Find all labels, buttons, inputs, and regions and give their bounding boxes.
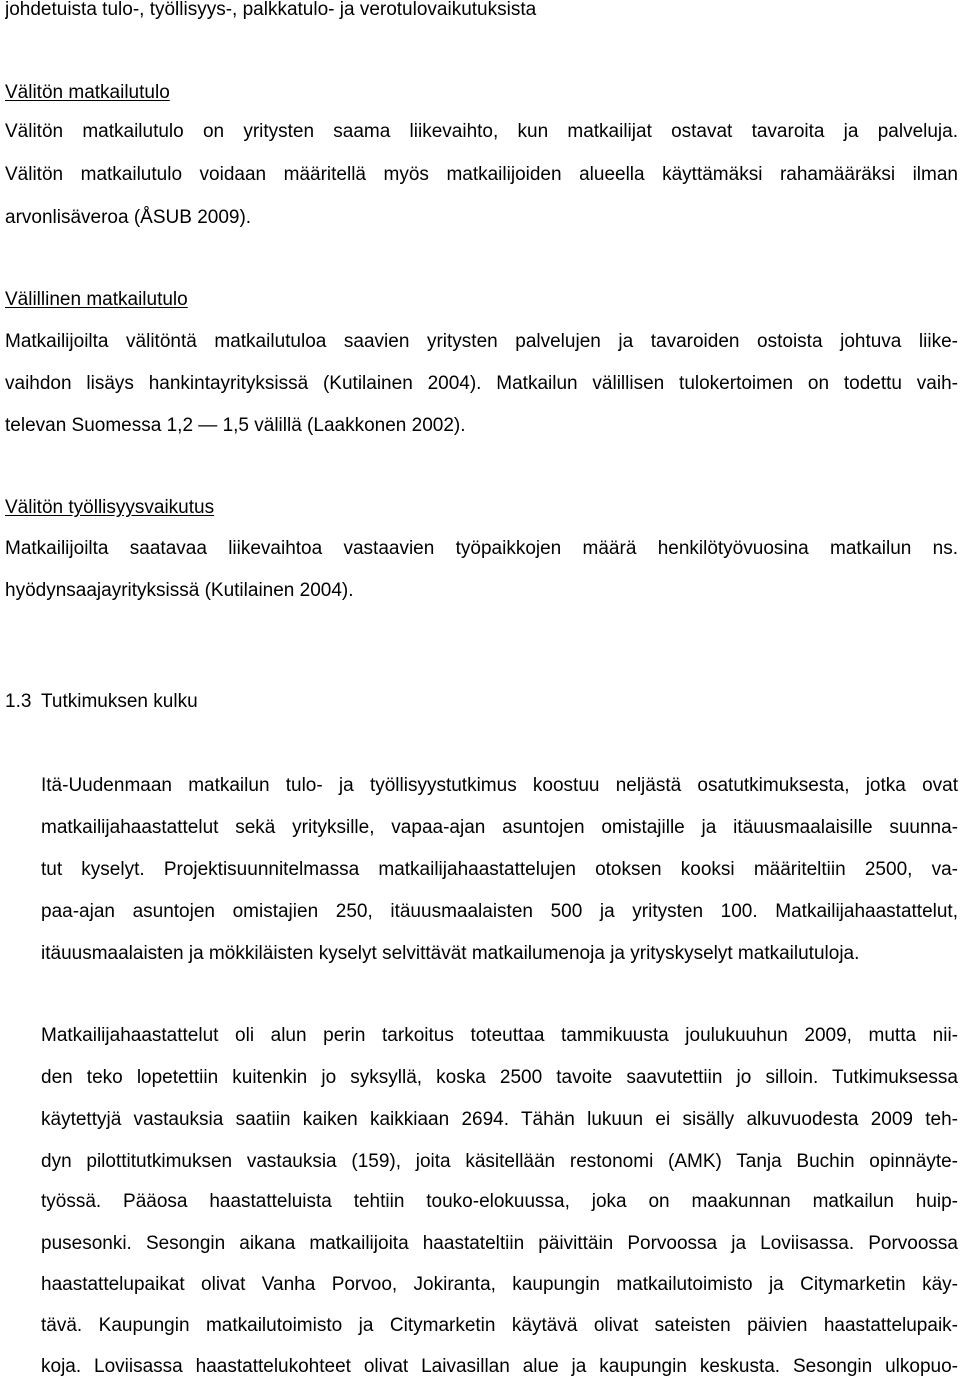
text-line: Matkailijoilta saatavaa liikevaihtoa vastaavien työpaikkojen määrä henkilötyövuosina matkailun ns. (5, 538, 958, 559)
text-line: Välitön matkailutulo on yritysten saama liikevaihto, kun matkailijat ostavat tavaroita ja palveluja. (5, 121, 958, 142)
text-line: Välitön matkailutulo voidaan määritellä myös matkailijoiden alueella käyttämäksi rahamääräksi ilman (5, 164, 958, 185)
paragraph-line: Matkailijahaastattelut oli alun perin tarkoitus toteuttaa tammikuusta joulukuuhun 2009, mutta nii- (41, 1025, 958, 1046)
paragraph-line: paa-ajan asuntojen omistajien 250, itäuusmaalaisten 500 ja yritysten 100. Matkailijahaastattelut, (41, 901, 958, 922)
paragraph-line: matkailijahaastattelut sekä yrityksille, vapaa-ajan asuntojen omistajille ja itäuusmaalaisille suunna- (41, 817, 958, 838)
paragraph-line: tävä. Kaupungin matkailutoimisto ja Citymarketin käytävä olivat sateisten päivien haastattelupaik- (41, 1315, 958, 1336)
continued-text-line: johdetuista tulo-, työllisyys-, palkkatulo- ja verotulovaikutuksista (5, 0, 537, 20)
section-heading-employment: Välitön työllisyysvaikutus (5, 497, 215, 518)
paragraph-line: haastattelupaikat olivat Vanha Porvoo, Jokiranta, kaupungin matkailutoimisto ja Citymarketin käy- (41, 1274, 958, 1295)
paragraph-line: käytettyjä vastauksia saatiin kaiken kaikkiaan 2694. Tähän lukuun ei sisälly alkuvuodesta 2009 teh- (41, 1109, 958, 1130)
paragraph-line: pusesonki. Sesongin aikana matkailijoita haastateltiin päivittäin Porvoossa ja Loviisassa. Porvoossa (41, 1233, 958, 1254)
paragraph-line: tut kyselyt. Projektisuunnitelmassa matkailijahaastattelujen otoksen kooksi määriteltiin 2500, va- (41, 859, 958, 880)
paragraph-line: koja. Loviisassa haastattelukohteet olivat Laivasillan alue ja kaupungin keskusta. Sesongin ulkopuo- (41, 1356, 958, 1377)
chapter-title: Tutkimuksen kulku (41, 691, 198, 712)
text-line: vaihdon lisäys hankintayrityksissä (Kutilainen 2004). Matkailun välillisen tulokertoimen on todettu vaih- (5, 373, 958, 394)
paragraph-line: työssä. Pääosa haastatteluista tehtiin touko-elokuussa, joka on maakunnan matkailun huip- (41, 1191, 958, 1212)
section-heading-direct-income: Välitön matkailutulo (5, 82, 170, 103)
paragraph-line: den teko lopetettiin kuitenkin jo syksyllä, koska 2500 tavoite saavutettiin jo silloin. Tutkimuksessa (41, 1067, 958, 1088)
text-line: Matkailijoilta välitöntä matkailutuloa saavien yritysten palvelujen ja tavaroiden ostoista johtuva liike- (5, 331, 958, 352)
paragraph-line: dyn pilottitutkimuksen vastauksia (159), joita käsitellään restonomi (AMK) Tanja Buchin opinnäyte- (41, 1151, 958, 1172)
text-line: hyödynsaajayrityksissä (Kutilainen 2004). (5, 580, 354, 601)
paragraph-line: Itä-Uudenmaan matkailun tulo- ja työllisyystutkimus koostuu neljästä osatutkimuksesta, jotka ovat (41, 775, 958, 796)
chapter-number: 1.3 (5, 691, 32, 712)
paragraph-line: itäuusmaalaisten ja mökkiläisten kyselyt selvittävät matkailumenoja ja yrityskyselyt matkailutuloja. (41, 943, 860, 964)
text-line: arvonlisäveroa (ÅSUB 2009). (5, 207, 252, 228)
section-heading-indirect-income: Välillinen matkailutulo (5, 289, 188, 310)
text-line: televan Suomessa 1,2 — 1,5 välillä (Laakkonen 2002). (5, 415, 466, 436)
